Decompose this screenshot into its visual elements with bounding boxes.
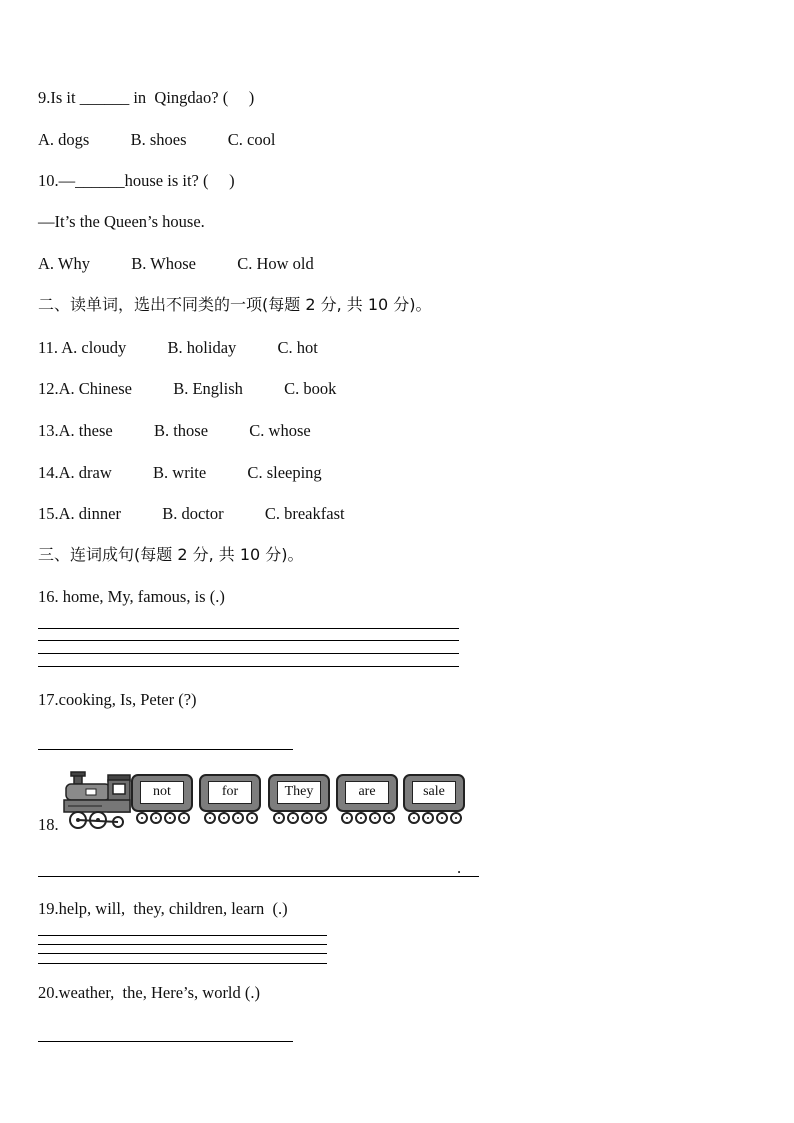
- answer-line: [38, 628, 459, 629]
- answer-line: [38, 935, 327, 936]
- wheel-icon: [204, 812, 216, 824]
- wheel-set: [204, 812, 258, 828]
- wheel-icon: [232, 812, 244, 824]
- question-11: 11. A. cloudy B. holiday C. hot: [38, 338, 318, 357]
- word-card: sale: [412, 781, 456, 804]
- answer-line: [38, 653, 459, 654]
- word-card: are: [345, 781, 389, 804]
- answer-line: [38, 749, 293, 750]
- question-18-number: 18.: [38, 815, 59, 834]
- answer-line: [38, 640, 459, 641]
- question-12: 12.A. Chinese B. English C. book: [38, 379, 337, 398]
- word-card: for: [208, 781, 252, 804]
- question-19: 19.help, will, they, children, learn (.): [38, 899, 288, 918]
- wheel-icon: [341, 812, 353, 824]
- wheel-icon: [136, 812, 148, 824]
- wheel-icon: [287, 812, 299, 824]
- wheel-icon: [450, 812, 462, 824]
- wheel-icon: [246, 812, 258, 824]
- wheel-set: [136, 812, 190, 828]
- question-20: 20.weather, the, Here’s, world (.): [38, 983, 261, 1002]
- wheel-icon: [436, 812, 448, 824]
- wheel-set: [273, 812, 327, 828]
- wheel-set: [408, 812, 462, 828]
- wheel-icon: [178, 812, 190, 824]
- answer-line: [38, 666, 459, 667]
- answer-line: [38, 876, 479, 877]
- section-3-title: 三、连词成句(每题 2 分, 共 10 分)。: [38, 545, 304, 564]
- answer-line: [38, 953, 327, 954]
- word-card: not: [140, 781, 184, 804]
- wheel-icon: [422, 812, 434, 824]
- question-9: 9.Is it ______ in Qingdao? ( ): [38, 88, 255, 107]
- question-16: 16. home, My, famous, is (.): [38, 587, 225, 606]
- question-10: 10.—______house is it? ( ): [38, 171, 235, 190]
- wheel-icon: [315, 812, 327, 824]
- sentence-period: .: [457, 858, 462, 877]
- wheel-set: [341, 812, 395, 828]
- section-2-title: 二、读单词，选出不同类的一项(每题 2 分, 共 10 分)。: [38, 295, 432, 314]
- wheel-icon: [150, 812, 162, 824]
- wheel-icon: [301, 812, 313, 824]
- train-car-word-4: [336, 774, 398, 812]
- question-10-reply: —It’s the Queen’s house.: [38, 212, 205, 231]
- train-car-word-1: [131, 774, 193, 812]
- wheel-icon: [408, 812, 420, 824]
- question-17: 17.cooking, Is, Peter (?): [38, 690, 197, 709]
- locomotive-icon: [62, 770, 132, 832]
- question-10-options: A. Why B. Whose C. How old: [38, 254, 314, 273]
- question-13: 13.A. these B. those C. whose: [38, 421, 311, 440]
- wheel-icon: [383, 812, 395, 824]
- train-car-word-5: [403, 774, 465, 812]
- answer-line: [38, 963, 327, 964]
- question-15: 15.A. dinner B. doctor C. breakfast: [38, 504, 345, 523]
- wheel-icon: [355, 812, 367, 824]
- wheel-icon: [164, 812, 176, 824]
- wheel-icon: [273, 812, 285, 824]
- train-car-word-3: [268, 774, 330, 812]
- answer-line: [38, 944, 327, 945]
- train-car-word-2: [199, 774, 261, 812]
- wheel-icon: [218, 812, 230, 824]
- answer-line: [38, 1041, 293, 1042]
- question-14: 14.A. draw B. write C. sleeping: [38, 463, 322, 482]
- wheel-icon: [369, 812, 381, 824]
- question-9-options: A. dogs B. shoes C. cool: [38, 130, 276, 149]
- word-card: They: [277, 781, 321, 804]
